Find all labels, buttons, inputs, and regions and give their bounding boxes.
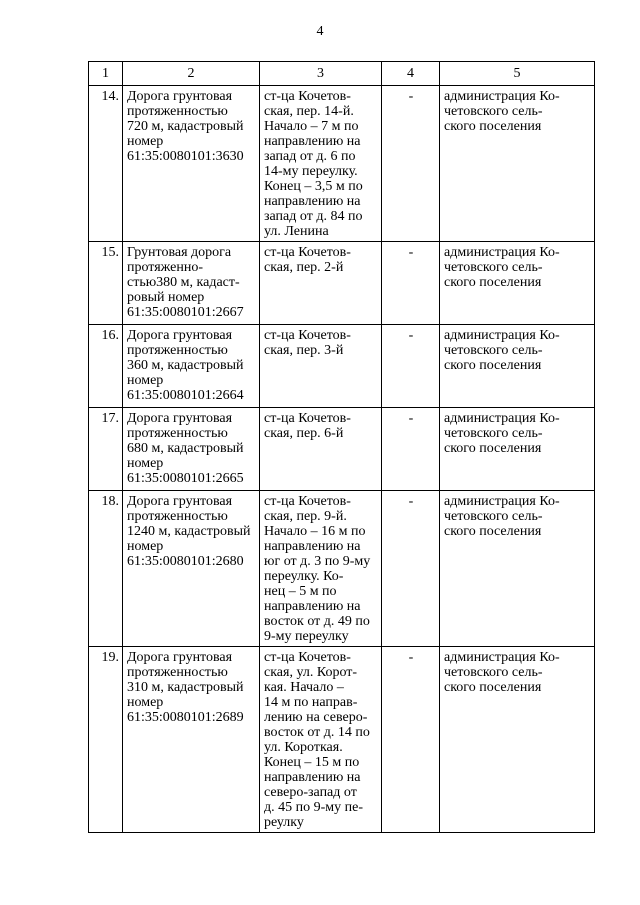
object-name: Дорога грунтовая протяженностью 310 м, кадастровый номер 61:35:0080101:2689 [123, 647, 260, 833]
col4-value: - [382, 86, 440, 242]
table-row [89, 408, 595, 491]
row-number: 18. [89, 491, 123, 647]
col4-value: - [382, 491, 440, 647]
header-col-3: 3 [260, 62, 382, 86]
object-owner: администрация Ко- четовского сель- ского поселения [440, 86, 595, 242]
col4-value: - [382, 647, 440, 833]
object-location: ст-ца Кочетов- ская, пер. 3-й [260, 325, 382, 408]
row-number: 15. [89, 242, 123, 325]
col4-value: - [382, 325, 440, 408]
col4-value: - [382, 408, 440, 491]
object-owner: администрация Ко- четовского сель- ского поселения [440, 647, 595, 833]
col4-value: - [382, 242, 440, 325]
object-name: Дорога грунтовая протяженностью 1240 м, кадастровый номер 61:35:0080101:2680 [123, 491, 260, 647]
object-location: ст-ца Кочетов- ская, ул. Корот- кая. Начало – 14 м по направ- лению на северо- восток от д. 14 по ул. Короткая. Конец – 15 м по направлению на северо-запад от д. 45 по 9-му пе- реулку [260, 647, 382, 833]
object-location: ст-ца Кочетов- ская, пер. 2-й [260, 242, 382, 325]
object-name: Грунтовая дорога протяженно- стью380 м, кадаст- ровый номер 61:35:0080101:2667 [123, 242, 260, 325]
object-name: Дорога грунтовая протяженностью 680 м, кадастровый номер 61:35:0080101:2665 [123, 408, 260, 491]
header-col-1: 1 [89, 62, 123, 86]
row-number: 14. [89, 86, 123, 242]
object-location: ст-ца Кочетов- ская, пер. 6-й [260, 408, 382, 491]
row-number: 16. [89, 325, 123, 408]
object-location: ст-ца Кочетов- ская, пер. 14-й. Начало – 7 м по направлению на запад от д. 6 по 14-му переулку. Конец – 3,5 м по направлению на запад от д. 84 по ул. Ленина [260, 86, 382, 242]
row-number: 17. [89, 408, 123, 491]
row-number: 19. [89, 647, 123, 833]
object-name: Дорога грунтовая протяженностью 360 м, кадастровый номер 61:35:0080101:2664 [123, 325, 260, 408]
table-row [89, 491, 595, 647]
object-owner: администрация Ко- четовского сель- ского поселения [440, 242, 595, 325]
header-col-5: 5 [440, 62, 595, 86]
object-name: Дорога грунтовая протяженностью 720 м, кадастровый номер 61:35:0080101:3630 [123, 86, 260, 242]
object-location: ст-ца Кочетов- ская, пер. 9-й. Начало – 16 м по направлению на юг от д. 3 по 9-му переулку. Ко- нец – 5 м по направлению на восток от д. 49 по 9-му переулку [260, 491, 382, 647]
page-number: 4 [316, 24, 324, 39]
registry-table [88, 61, 595, 833]
object-owner: администрация Ко- четовского сель- ского поселения [440, 491, 595, 647]
header-col-4: 4 [382, 62, 440, 86]
table-row [89, 86, 595, 242]
table-row [89, 242, 595, 325]
table-header-row [89, 62, 595, 86]
object-owner: администрация Ко- четовского сель- ского поселения [440, 408, 595, 491]
table-row [89, 325, 595, 408]
object-owner: администрация Ко- четовского сель- ского поселения [440, 325, 595, 408]
header-col-2: 2 [123, 62, 260, 86]
table-row [89, 647, 595, 833]
